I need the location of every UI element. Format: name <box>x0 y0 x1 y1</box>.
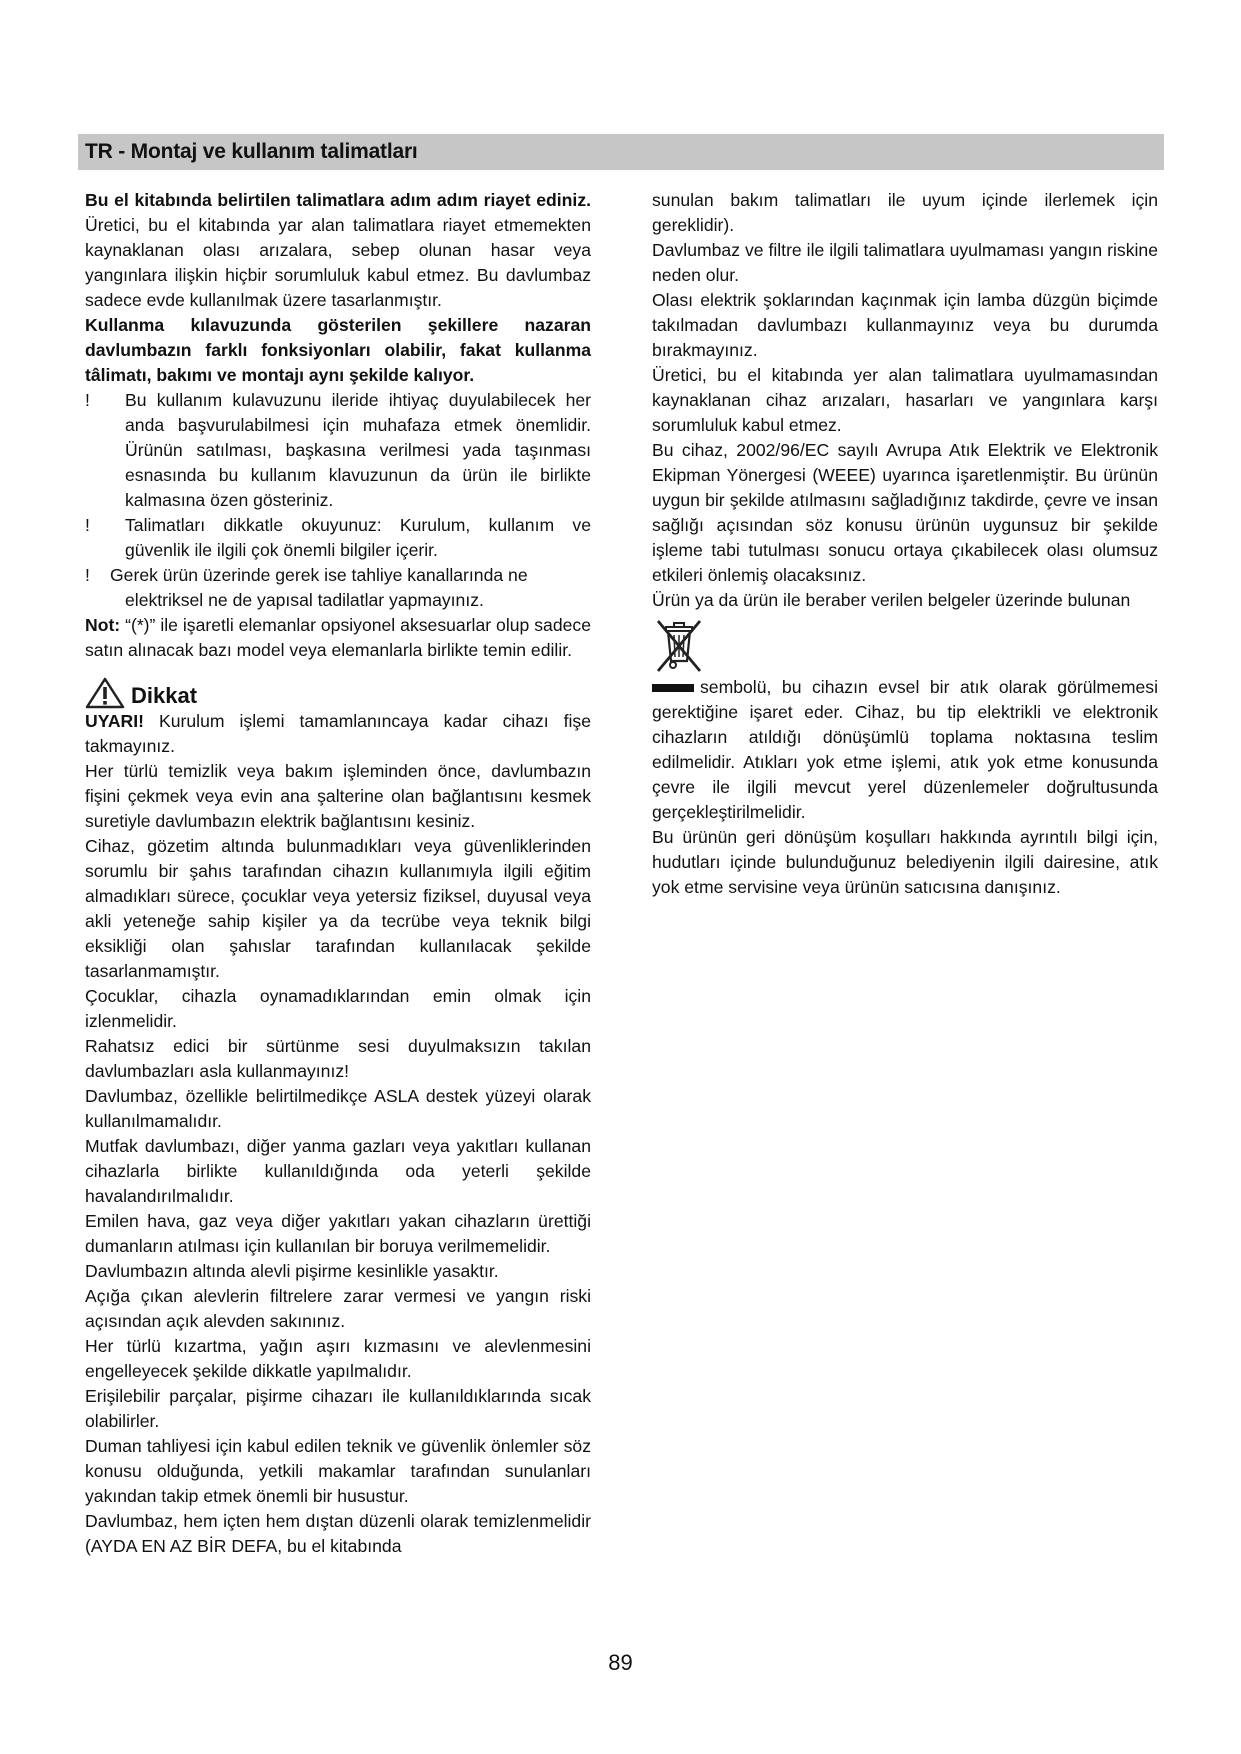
body-paragraph: Cihaz, gözetim altında bulunmadıkları veya güvenliklerinden sorumlu bir şahıs tarafından cihazın kullanımıyla ilgili eğitim almadıkları sürece, çocuklar veya yetersiz fiziksel, duyusal veya akli yeteneğe sahip kişiler ya da tecrübe veya teknik bilgi eksikliği olan şahıslar tarafından kullanılacak şekilde tasarlanmamıştır. <box>85 836 591 981</box>
body-paragraph: Davlumbaz, özellikle belirtilmedikçe ASLA destek yüzeyi olarak kullanılmamalıdır. <box>85 1086 591 1131</box>
body-paragraph: Davlumbaz, hem içten hem dıştan düzenli olarak temizlenmelidir (AYDA EN AZ BİR DEFA, bu el kitabında <box>85 1511 591 1556</box>
body-paragraph: Davlumbaz ve filtre ile ilgili talimatlara uyulmaması yangın riskine neden olur. <box>652 240 1158 285</box>
caution-title: Dikkat <box>131 683 198 708</box>
exclamation-icon: ! <box>85 565 90 585</box>
bullet-text: Bu kullanım kulavuzunu ileride ihtiyaç duyulabilecek her anda başvurulabilmesi için muhafaza etmek önemlidir. Ürünün satılması, başkasına verilmesi yada taşınması esnasında bu kullanım klavuzunun da ürün ile birlikte kalmasına özen gösteriniz. <box>125 390 591 510</box>
exclamation-icon: ! <box>85 390 90 410</box>
page-number: 89 <box>608 1650 633 1675</box>
body-paragraph: Mutfak davlumbazı, diğer yanma gazları veya yakıtları kullanan cihazlarla birlikte kullanıldığında oda yeterli şekilde havalandırılmalıdır. <box>85 1136 591 1206</box>
weee-symbol <box>652 617 1158 675</box>
body-paragraph: Üretici, bu el kitabında yer alan talimatlara uyulmamasından kaynaklanan cihaz arızaları, hasarları ve yangınlara karşı sorumluluk kabul etmez. <box>652 365 1158 435</box>
body-paragraph: Her türlü kızartma, yağın aşırı kızmasını ve alevlenmesini engelleyecek şekilde dikkatle yapılmalıdır. <box>85 1336 591 1381</box>
crossed-bin-icon <box>652 617 708 675</box>
bullet-item <box>85 563 591 613</box>
body-paragraph: Bu cihaz, 2002/96/EC sayılı Avrupa Atık Elektrik ve Elektronik Ekipman Yönergesi (WEEE) uyarınca işaretlenmiştir. Bu ürünün uygun bir şekilde atılmasını sağladığınız takdirde, çevre ve insan sağlığı açısından söz konusu ürünün uygunsuz bir şekilde işleme tabi tutulması sonucu ortaya çıkabilecek olası olumsuz etkileri önlemiş olacaksınız. <box>652 440 1158 585</box>
bullet-text: Gerek ürün üzerinde gerek ise tahliye kanallarında ne <box>110 565 528 585</box>
note-paragraph <box>85 613 591 663</box>
body-paragraph: Duman tahliyesi için kabul edilen teknik ve güvenlik önlemler söz konusu olduğunda, yetkili makamlar tarafından sunulanları yakından takip etmek önemli bir husustur. <box>85 1436 591 1506</box>
body-paragraph: Bu ürünün geri dönüşüm koşulları hakkında ayrıntılı bilgi için, hudutları içinde bulunduğunuz belediyenin ilgili dairesine, atık yok etme servisine veya ürünün satıcısına danışınız. <box>652 827 1158 897</box>
body-paragraph: Çocuklar, cihazla oynamadıklarından emin olmak için izlenmelidir. <box>85 986 591 1031</box>
body-paragraph: Rahatsız edici bir sürtünme sesi duyulmaksızın takılan davlumbazları asla kullanmayınız! <box>85 1036 591 1081</box>
note-label: Not: <box>85 615 121 635</box>
exclamation-icon: ! <box>85 515 90 535</box>
bullet-item <box>85 513 591 563</box>
section-header <box>78 134 1164 170</box>
note-text: “(*)” ile işaretli elemanlar opsiyonel aksesuarlar olup sadece satın alınacak bazı model veya elemanlarla birlikte temin edilir. <box>85 615 591 660</box>
left-column <box>85 188 591 1559</box>
bold-notice: Kullanma kılavuzunda gösterilen şekillere nazaran davlumbazın farklı fonksiyonları olabilir, fakat kullanma tâlimatı, bakımı ve montajı aynı şekilde kalıyor. <box>85 315 591 385</box>
body-paragraph: Erişilebilir parçalar, pişirme cihazarı ile kullanıldıklarında sıcak olabilirler. <box>85 1386 591 1431</box>
body-paragraph: Ürün ya da ürün ile beraber verilen belgeler üzerinde bulunan <box>652 590 1131 610</box>
warning-text: Kurulum işlemi tamamlanıncaya kadar cihazı fişe takmayınız. <box>85 711 591 756</box>
bullet-text-continued: elektriksel ne de yapısal tadilatlar yapmayınız. <box>125 590 484 610</box>
section-title: TR - Montaj ve kullanım talimatları <box>85 140 418 163</box>
symbol-paragraph <box>652 675 1158 825</box>
warning-paragraph <box>85 709 591 759</box>
warning-label: UYARI! <box>85 711 144 731</box>
intro-bold: Bu el kitabında belirtilen talimatlara adım adım riayet ediniz. <box>85 190 591 210</box>
body-paragraph: Emilen hava, gaz veya diğer yakıtları yakan cihazların ürettiği dumanların atılması için kullanılan bir boruya verilmemelidir. <box>85 1211 591 1256</box>
right-column <box>652 188 1158 900</box>
body-paragraph: Açığa çıkan alevlerin filtrelere zarar vermesi ve yangın riski açısından açık alevden sakınınız. <box>85 1286 591 1331</box>
warning-triangle-icon <box>85 677 125 709</box>
intro-text: Üretici, bu el kitabında yar alan talimatlara riayet etmemekten kaynaklanan olası arızalara, sebep olunan hasar veya yangınlara ilişkin hiçbir sorumluluk kabul etmez. Bu davlumbaz sadece evde kullanılmak üzere tasarlanmıştır. <box>85 215 591 310</box>
body-paragraph: Olası elektrik şoklarından kaçınmak için lamba düzgün biçimde takılmadan davlumbazı kullanmayınız veya bu durumda bırakmayınız. <box>652 290 1158 360</box>
body-paragraph: Davlumbazın altında alevli pişirme kesinlikle yasaktır. <box>85 1261 499 1281</box>
bullet-item <box>85 388 591 513</box>
symbol-text: sembolü, bu cihazın evsel bir atık olarak görülmemesi gerektiğine işaret eder. Cihaz, bu tip elektrikli ve elektronik cihazların atıldığı dönüşümlü toplama noktasına teslim edilmelidir. Atıkları yok etme işlemi, atık yok etme konusunda çevre ile ilgili mevcut yerel düzenlemeler doğrultusunda gerçekleştirilmelidir. <box>652 677 1158 822</box>
bullet-text: Talimatları dikkatle okuyunuz: Kurulum, kullanım ve güvenlik ile ilgili çok önemli bilgiler içerir. <box>125 515 591 560</box>
caution-heading <box>85 675 591 709</box>
body-paragraph: Her türlü temizlik veya bakım işleminden önce, davlumbazın fişini çekmek veya evin ana şalterine olan bağlantısını kesmek suretiyle davlumbazın elektrik bağlantısını kesiniz. <box>85 761 591 831</box>
intro-paragraph <box>85 188 591 313</box>
weee-bar-icon <box>652 684 694 692</box>
body-paragraph: sunulan bakım talimatları ile uyum içinde ilerlemek için gereklidir). <box>652 190 1158 235</box>
